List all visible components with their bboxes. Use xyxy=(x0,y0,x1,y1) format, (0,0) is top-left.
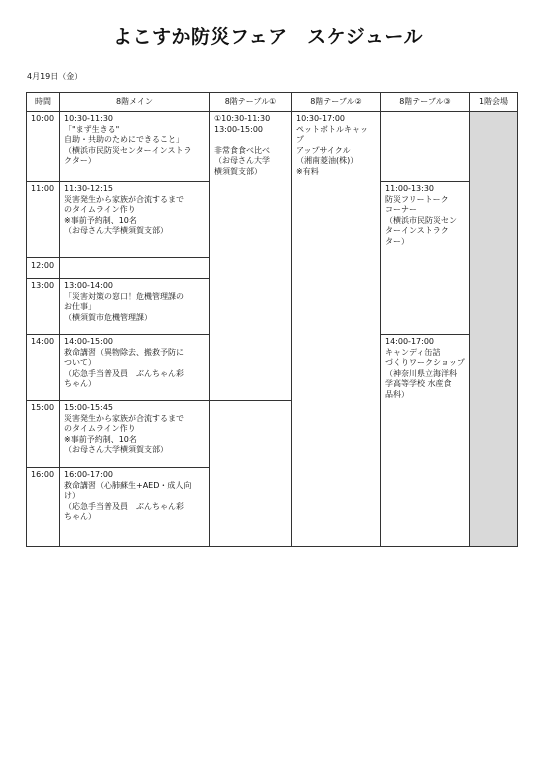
header-table-1: 8階テーブル① xyxy=(210,93,292,112)
table2-event-cell: 10:30-17:00 ペットボトルキャッ プ アップサイクル （湘南菱油(株)） ※有料 xyxy=(292,112,381,547)
table3-event-cell: 14:00-17:00 キャンディ缶詰 づくりワークショップ （神奈川県立海洋科 学高等学校 水産食 品科） xyxy=(381,335,470,547)
table1-empty-cell xyxy=(210,401,292,547)
event-date: 4月19日（金） xyxy=(27,72,83,81)
time-cell: 11:00 xyxy=(27,182,60,258)
table3-event-cell: 11:00-13:30 防災フリートーク コーナー （横浜市民防災セン ターインストラク ター） xyxy=(381,182,470,335)
main-event-cell: 11:30-12:15 災害発生から家族が合流するまで のタイムライン作り ※事前予約制、10名 （お母さん大学横須賀支部） xyxy=(60,182,210,258)
header-main: 8階メイン xyxy=(60,93,210,112)
page-title: よこすか防災フェア スケジュール xyxy=(113,26,423,48)
floor1-venue-cell xyxy=(470,112,518,547)
time-cell: 12:00 xyxy=(27,258,60,279)
table1-event-cell: ①10:30-11:30 13:00-15:00 非常食食べ比べ （お母さん大学 横須賀支部） xyxy=(210,112,292,401)
main-event-cell: 13:00-14:00 「災害対策の窓口！危機管理課の お仕事」 （横須賀市危機管理課） xyxy=(60,279,210,335)
main-event-cell xyxy=(60,258,210,279)
time-cell: 15:00 xyxy=(27,401,60,468)
main-event-cell: 10:30-11:30 「"まず生きる" 自助・共助のためにできること」 （横浜市民防災センターインストラ クター） xyxy=(60,112,210,182)
time-cell: 13:00 xyxy=(27,279,60,335)
main-event-cell: 14:00-15:00 救命講習（異物除去、搬救予防に ついて） （応急手当普及員 ぶんちゃん彩 ちゃん） xyxy=(60,335,210,401)
schedule-table xyxy=(26,92,518,547)
main-event-cell: 15:00-15:45 災害発生から家族が合流するまで のタイムライン作り ※事前予約制、10名 （お母さん大学横須賀支部） xyxy=(60,401,210,468)
header-table-3: 8階テーブル③ xyxy=(381,93,470,112)
table3-empty-cell xyxy=(381,112,470,182)
header-row xyxy=(27,93,518,112)
time-cell: 10:00 xyxy=(27,112,60,182)
header-1f-venue: 1階会場 xyxy=(470,93,518,112)
header-table-2: 8階テーブル② xyxy=(292,93,381,112)
header-time: 時間 xyxy=(27,93,60,112)
time-cell: 16:00 xyxy=(27,468,60,547)
main-event-cell: 16:00-17:00 救命講習（心肺蘇生+AED・成人向 け） （応急手当普及員 ぶんちゃん彩 ちゃん） xyxy=(60,468,210,547)
time-cell: 14:00 xyxy=(27,335,60,401)
table-row xyxy=(27,112,518,182)
